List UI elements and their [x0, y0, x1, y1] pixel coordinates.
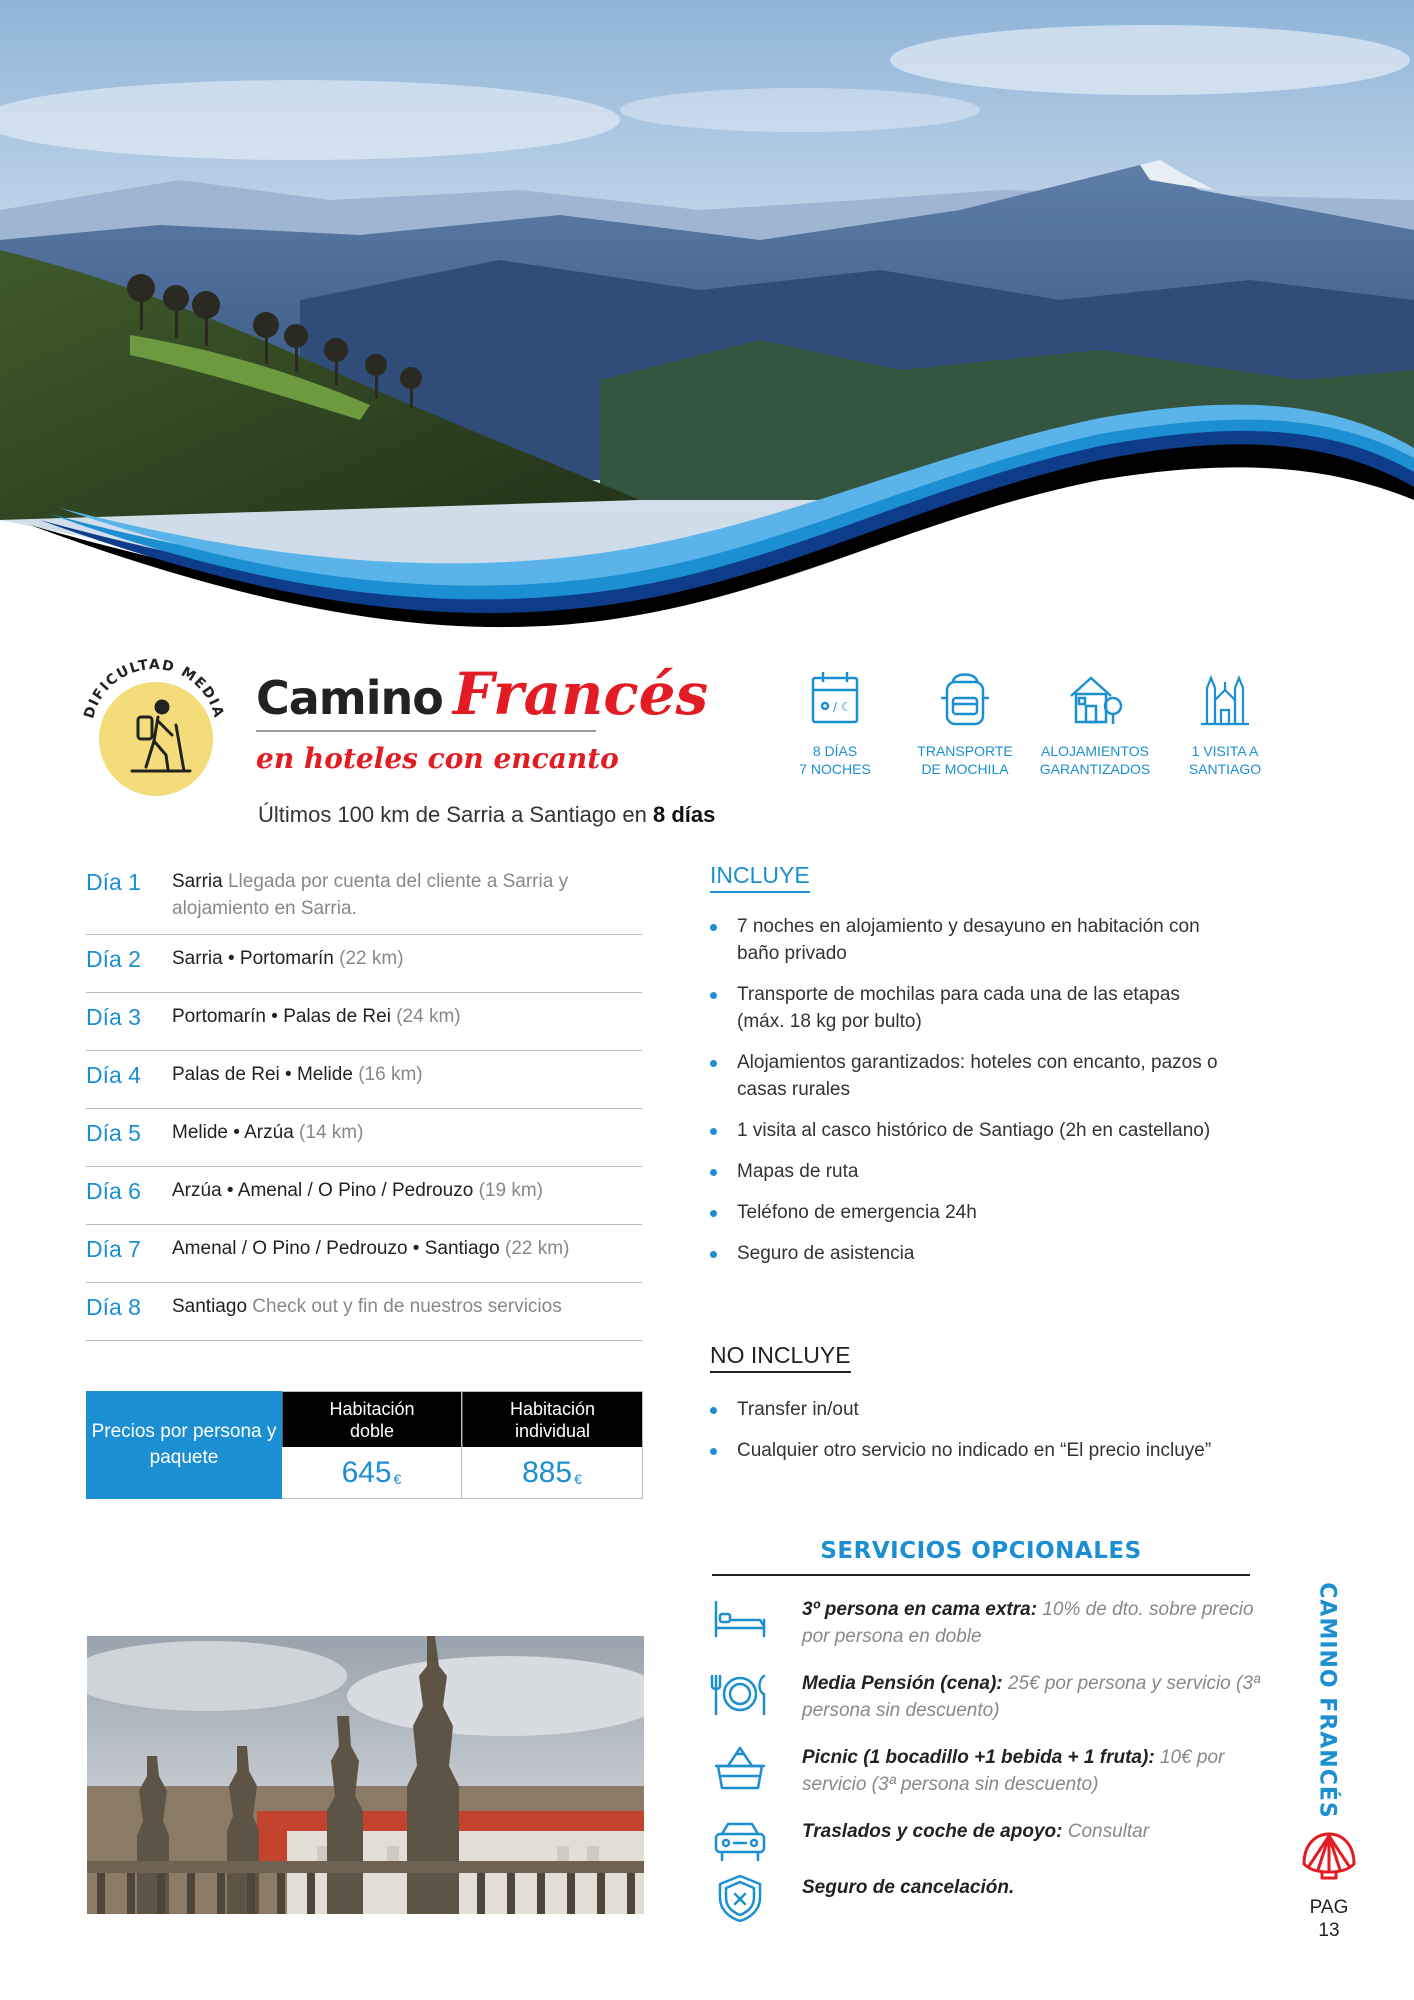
day-detail: (14 km)	[299, 1122, 364, 1143]
day-text	[172, 1235, 569, 1262]
feature-visit	[1160, 668, 1290, 778]
difficulty-badge	[70, 645, 230, 805]
day-route: Melide • Arzúa	[172, 1122, 294, 1143]
opcional-detail: 10€ por servicio (3ª persona sin descuento)	[802, 1747, 1225, 1795]
opcionales-list	[710, 1596, 1270, 1948]
opcional-text	[802, 1818, 1149, 1845]
no-incluye-list	[708, 1396, 1228, 1478]
price-single-amount: 885	[522, 1455, 573, 1489]
feature-icons	[770, 668, 1290, 778]
day-detail: Check out y fin de nuestros servicios	[252, 1296, 562, 1317]
opcional-item-transfers	[710, 1818, 1270, 1874]
hero-landscape-image	[0, 0, 1414, 640]
opcional-bold: Seguro de cancelación.	[802, 1877, 1015, 1898]
day-route: Amenal / O Pino / Pedrouzo • Santiago	[172, 1238, 500, 1259]
plate-cutlery-icon	[710, 1670, 770, 1718]
cathedral-icon	[1197, 668, 1253, 728]
day-detail: (22 km)	[505, 1238, 570, 1259]
day-label: Día 3	[86, 1004, 141, 1030]
opcional-item-half-board	[710, 1670, 1270, 1744]
day-detail: (19 km)	[478, 1180, 543, 1201]
picnic-basket-icon	[710, 1744, 770, 1792]
opcional-detail: Consultar	[1067, 1821, 1150, 1842]
day-text	[172, 1177, 543, 1204]
day-detail: (16 km)	[358, 1064, 423, 1085]
incluye-list	[708, 913, 1228, 1281]
list-item: Transfer in/out	[708, 1396, 1228, 1423]
itinerary-day-3	[86, 993, 642, 1051]
currency-symbol: €	[393, 1470, 402, 1487]
list-item: Cualquier otro servicio no indicado en “El precio incluye”	[708, 1437, 1228, 1464]
list-item: 7 noches en alojamiento y desayuno en habitación con baño privado	[708, 913, 1228, 967]
opcional-text	[802, 1596, 1270, 1650]
side-label-text: CAMINO FRANCÉS	[1314, 1581, 1340, 1819]
price-label: Precios por persona y paquete	[86, 1391, 282, 1499]
day-text	[172, 1003, 461, 1030]
feature-days-label: 8 DÍAS 7 NOCHES	[799, 743, 871, 777]
day-route: Portomarín • Palas de Rei	[172, 1006, 391, 1027]
price-double-header: Habitación doble	[282, 1392, 461, 1447]
price-table	[86, 1391, 643, 1499]
side-label	[1303, 1581, 1351, 1819]
svg-text:/ ☾: / ☾	[833, 700, 852, 714]
badge-text: DIFICULTAD MEDIA	[81, 656, 227, 721]
day-route: Sarria • Portomarín	[172, 948, 334, 969]
incluye-heading: INCLUYE	[710, 862, 810, 893]
car-icon	[710, 1818, 770, 1866]
day-label: Día 6	[86, 1178, 141, 1204]
scallop-shell-icon	[1298, 1830, 1360, 1882]
tagline-prefix: Últimos 100 km de Sarria a Santiago en	[258, 802, 647, 827]
feature-visit-label: 1 VISITA A SANTIAGO	[1188, 743, 1262, 777]
opcional-item-picnic	[710, 1744, 1270, 1818]
title-frances: Francés	[452, 660, 709, 728]
tagline-days: 8 días	[653, 802, 716, 827]
itinerary-day-4	[86, 1051, 642, 1109]
page-number: PAG 13	[1309, 1897, 1349, 1941]
shield-icon	[710, 1874, 770, 1922]
santiago-photo	[87, 1636, 644, 1914]
opcional-detail: 10% de dto. sobre precio por persona en doble	[802, 1599, 1254, 1647]
tagline	[258, 802, 715, 828]
itinerary-day-1	[86, 858, 642, 935]
price-single-header: Habitación individual	[462, 1392, 642, 1447]
opcional-bold: Picnic (1 bocadillo +1 bebida + 1 fruta):	[802, 1747, 1155, 1768]
list-item: Mapas de ruta	[708, 1158, 1228, 1185]
itinerary-day-6	[86, 1167, 642, 1225]
feature-backpack	[900, 668, 1030, 778]
opcionales-heading: SERVICIOS OPCIONALES	[712, 1538, 1250, 1576]
price-single-value	[462, 1447, 642, 1498]
day-text	[172, 1119, 363, 1146]
day-detail: (24 km)	[396, 1006, 461, 1027]
itinerary-day-7	[86, 1225, 642, 1283]
feature-days	[770, 668, 900, 778]
day-route: Arzúa • Amenal / O Pino / Pedrouzo	[172, 1180, 474, 1201]
day-label: Día 8	[86, 1294, 141, 1320]
day-label: Día 5	[86, 1120, 141, 1146]
price-single-column	[462, 1391, 643, 1499]
day-label: Día 4	[86, 1062, 141, 1088]
backpack-icon	[937, 668, 993, 728]
currency-symbol: €	[574, 1470, 582, 1487]
price-double-value	[282, 1447, 461, 1498]
title-block	[256, 660, 716, 775]
itinerary-list	[86, 858, 642, 1341]
list-item: Transporte de mochilas para cada una de las etapas (máx. 18 kg por bulto)	[708, 981, 1228, 1035]
opcional-text	[802, 1874, 1014, 1901]
day-text	[172, 945, 404, 972]
day-label: Día 1	[86, 869, 141, 895]
feature-lodging-label: ALOJAMIENTOS GARANTIZADOS	[1039, 743, 1151, 777]
opcional-detail: 25€ por persona y servicio (3ª persona sin descuento)	[802, 1673, 1260, 1721]
list-item: Seguro de asistencia	[708, 1240, 1228, 1267]
opcional-item-extra-bed	[710, 1596, 1270, 1670]
day-detail: Llegada por cuenta del cliente a Sarria y alojamiento en Sarria.	[172, 871, 569, 919]
no-incluye-heading: NO INCLUYE	[710, 1342, 851, 1373]
opcional-item-cancellation	[710, 1874, 1270, 1948]
price-double-column	[282, 1391, 462, 1499]
opcional-bold: Media Pensión (cena):	[802, 1673, 1003, 1694]
feature-lodging	[1030, 668, 1160, 778]
itinerary-day-2	[86, 935, 642, 993]
opcional-bold: 3º persona en cama extra:	[802, 1599, 1038, 1620]
itinerary-day-5	[86, 1109, 642, 1167]
house-icon	[1067, 668, 1123, 728]
list-item: Alojamientos garantizados: hoteles con encanto, pazos o casas rurales	[708, 1049, 1228, 1103]
bed-icon	[710, 1596, 770, 1644]
price-double-amount: 645	[341, 1455, 392, 1489]
day-text	[172, 868, 642, 922]
day-route: Palas de Rei • Melide	[172, 1064, 353, 1085]
list-item: Teléfono de emergencia 24h	[708, 1199, 1228, 1226]
feature-backpack-label: TRANSPORTE DE MOCHILA	[917, 743, 1013, 777]
day-label: Día 7	[86, 1236, 141, 1262]
list-item: 1 visita al casco histórico de Santiago (2h en castellano)	[708, 1117, 1228, 1144]
itinerary-day-8	[86, 1283, 642, 1341]
day-route: Sarria	[172, 871, 223, 892]
day-detail: (22 km)	[339, 948, 404, 969]
day-text	[172, 1061, 423, 1088]
title-divider	[256, 730, 596, 732]
opcional-bold: Traslados y coche de apoyo:	[802, 1821, 1063, 1842]
title-camino: Camino	[256, 671, 443, 725]
opcional-text	[802, 1744, 1270, 1798]
day-label: Día 2	[86, 946, 141, 972]
calendar-icon	[807, 668, 863, 728]
day-route: Santiago	[172, 1296, 248, 1317]
title-subtitle: en hoteles con encanto	[256, 742, 619, 775]
day-text	[172, 1293, 562, 1320]
opcional-text	[802, 1670, 1270, 1724]
